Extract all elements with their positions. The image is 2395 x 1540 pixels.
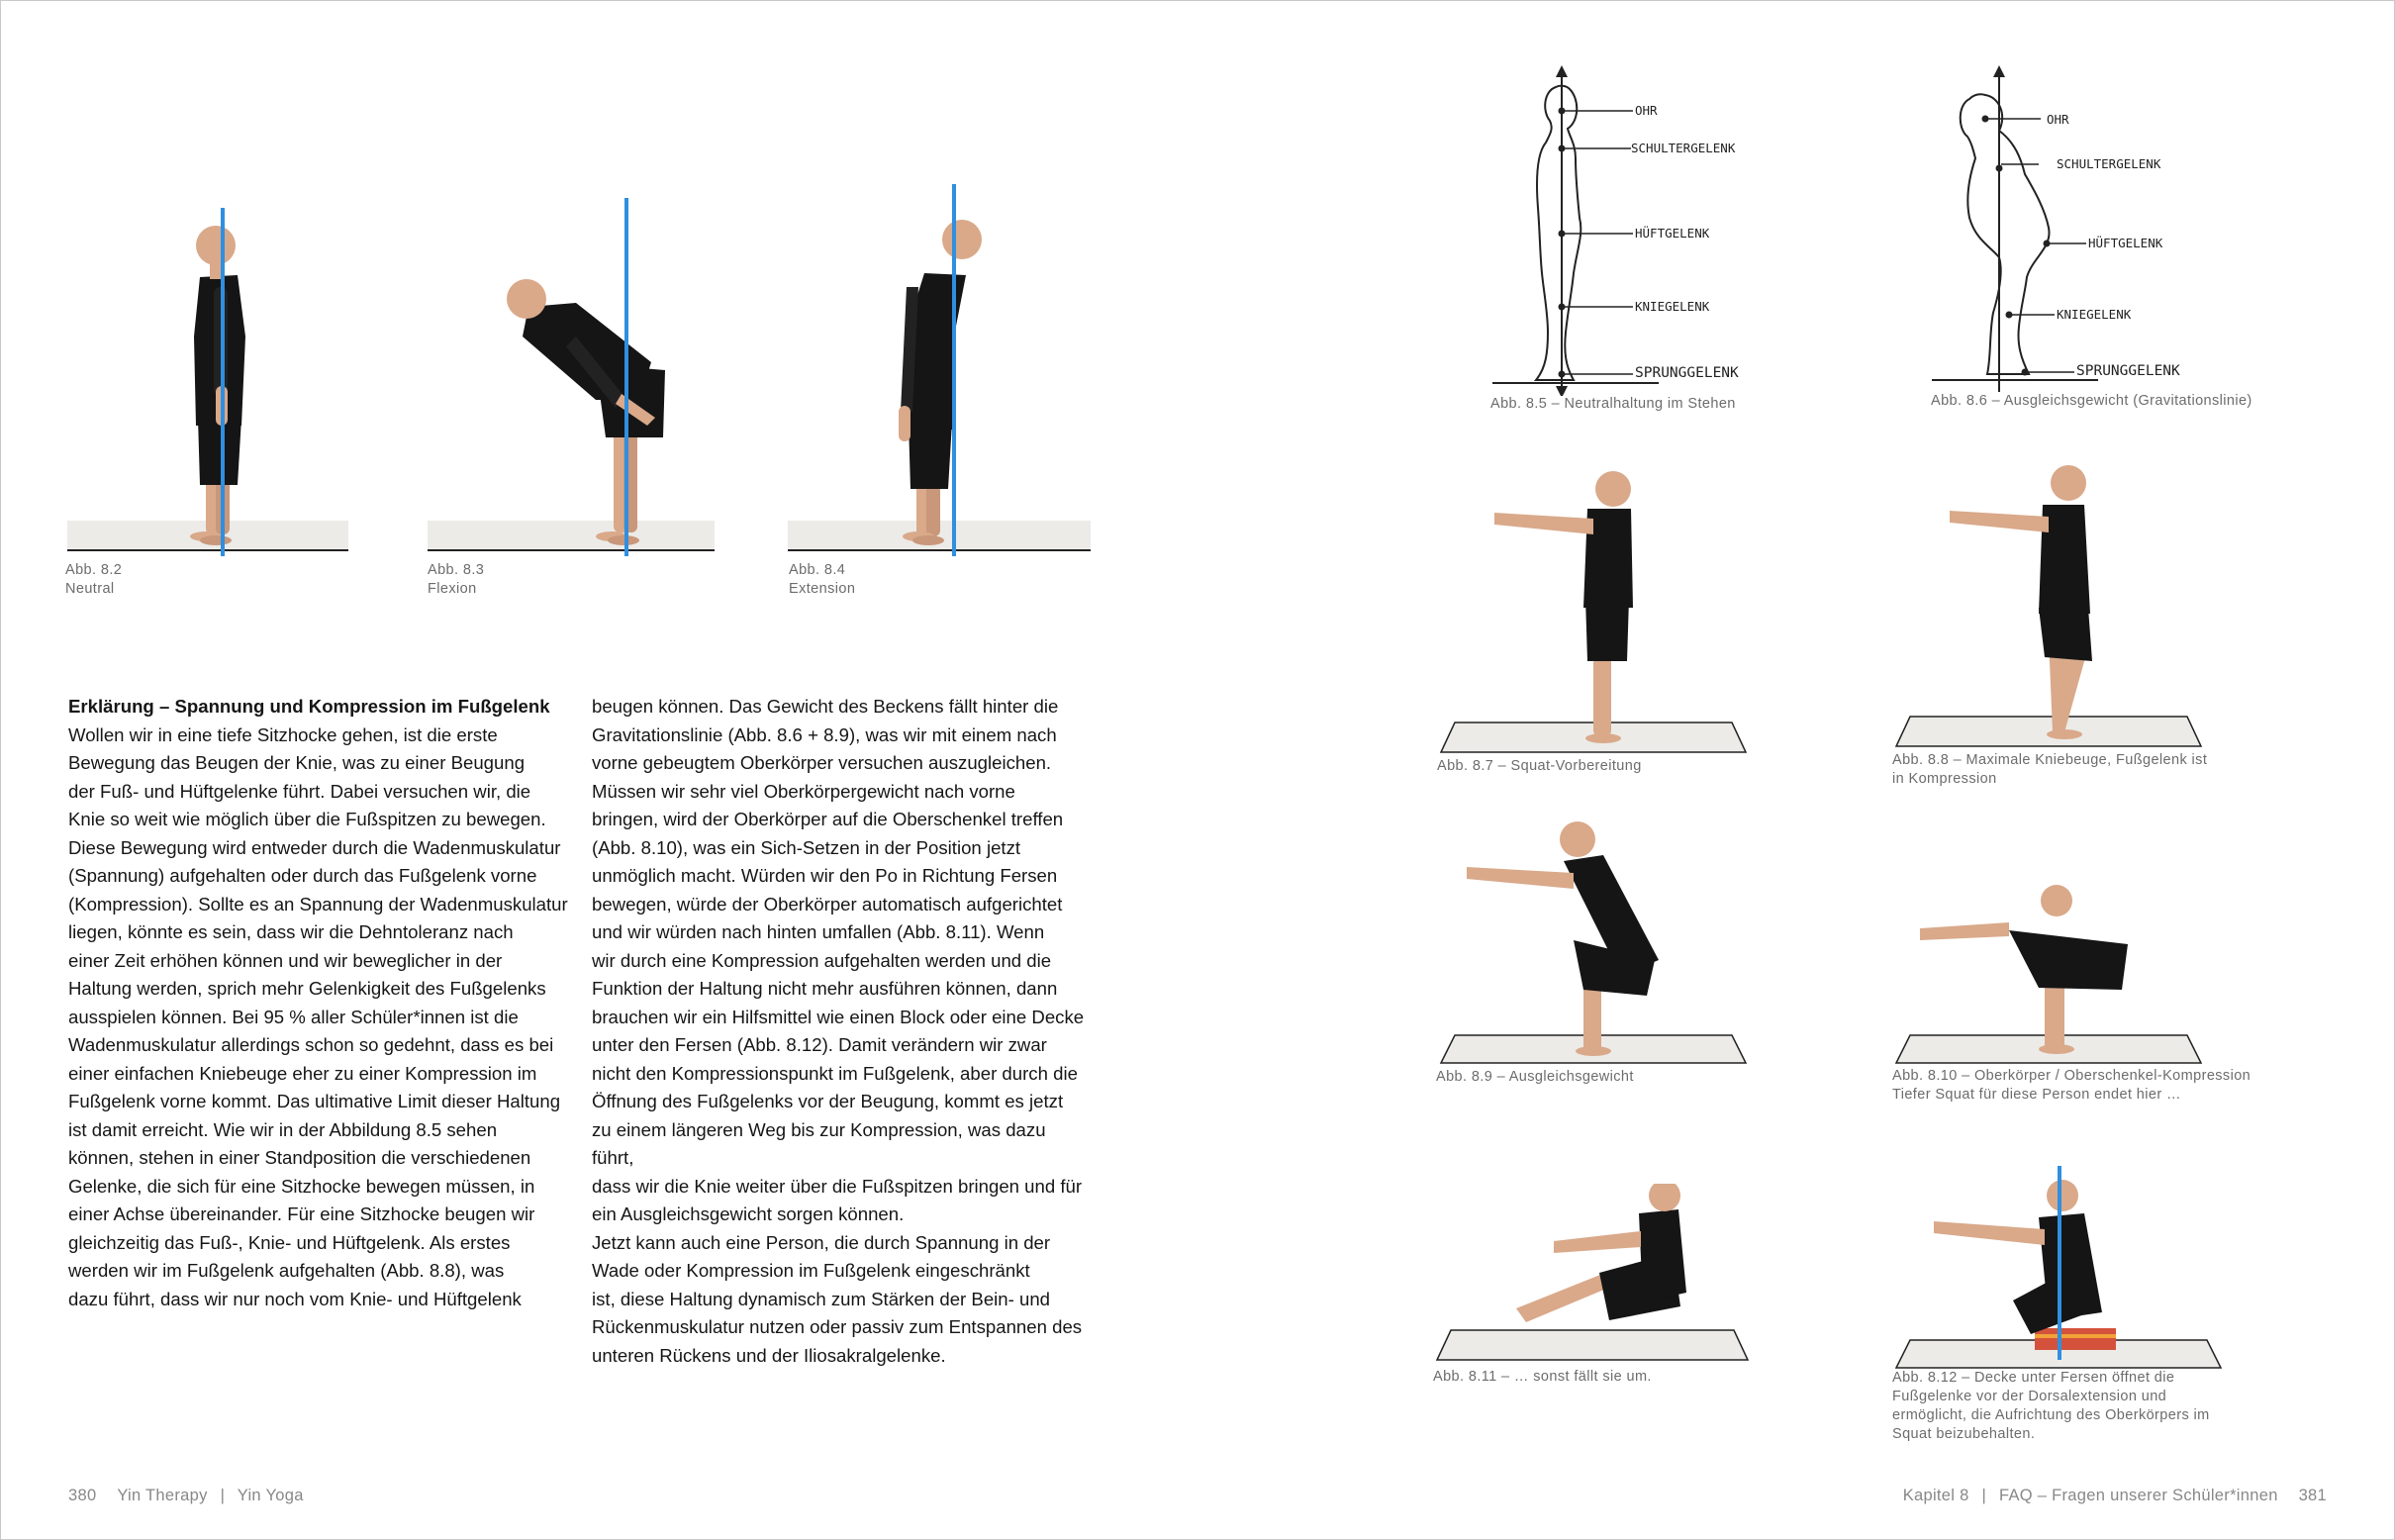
text-line: werden wir im Fußgelenk aufgehalten (Abb. 8.8), was bbox=[68, 1260, 505, 1281]
text-line: Wadenmuskulatur allerdings schon so gedehnt, dass es bei bbox=[68, 1034, 554, 1055]
photo-falling-back bbox=[1431, 1184, 1754, 1362]
text-line: gleichzeitig das Fuß-, Knie- und Hüftgelenk. Als erstes bbox=[68, 1231, 511, 1253]
caption-label: Flexion bbox=[428, 581, 477, 597]
diagram-gravity-line bbox=[1930, 59, 2237, 392]
blanket-figure bbox=[1890, 1166, 2227, 1374]
diagram-label: HÜFTGELENK bbox=[1635, 226, 1710, 241]
photo-max-knee-bend bbox=[1890, 459, 2211, 756]
diagram-neutral-stance bbox=[1485, 59, 1781, 396]
text-line: Knie so weit wie möglich über die Fußspitzen zu bewegen. bbox=[68, 809, 546, 829]
text-line: einer Zeit erhöhen können und wir beweglicher in der bbox=[68, 949, 503, 971]
caption-label: Neutral bbox=[65, 581, 115, 597]
diagram-label: OHR bbox=[1635, 103, 1658, 118]
caption-text: Tiefer Squat für diese Person endet hier … bbox=[1892, 1087, 2181, 1103]
falling-back-figure bbox=[1431, 1184, 1754, 1362]
text-line: nicht den Kompressionspunkt im Fußgelenk, aber durch die bbox=[592, 1062, 1078, 1084]
diagram-label: SPRUNGGELENK bbox=[2076, 363, 2180, 379]
caption-number: Abb. 8.2 bbox=[65, 562, 123, 578]
caption-number: Abb. 8.4 bbox=[789, 562, 846, 578]
caption-text: in Kompression bbox=[1892, 771, 1997, 787]
caption-text: Abb. 8.8 – Maximale Kniebeuge, Fußgelenk ist bbox=[1892, 752, 2208, 768]
book-title: Yin Therapy bbox=[117, 1487, 208, 1504]
caption-8-6 bbox=[1931, 392, 2252, 411]
photo-neutral bbox=[67, 188, 348, 558]
caption-label: Extension bbox=[789, 581, 856, 597]
diagram-label: SCHULTERGELENK bbox=[2057, 156, 2161, 171]
text-line: Gravitationslinie (Abb. 8.6 + 8.9), was wir mit einem nach bbox=[592, 723, 1057, 745]
footer-right: Kapitel 8 | FAQ – Fragen unserer Schüler*innen 381 bbox=[1902, 1487, 2327, 1504]
text-line: beugen können. Das Gewicht des Beckens fällt hinter die bbox=[592, 696, 1059, 717]
caption-8-10 bbox=[1892, 1067, 2251, 1105]
text-line: einer einfachen Kniebeuge eher zu einer Kompression im bbox=[68, 1062, 537, 1084]
text-line: einer Achse übereinander. Für eine Sitzhocke beugen wir bbox=[68, 1203, 535, 1224]
chapter-label: Kapitel 8 bbox=[1902, 1487, 1969, 1504]
diagram-label: KNIEGELENK bbox=[2057, 307, 2132, 322]
photo-torso-thigh-compression bbox=[1890, 871, 2211, 1065]
text-line: der Fuß- und Hüftgelenke führt. Dabei versuchen wir, die bbox=[68, 780, 531, 802]
caption-8-12 bbox=[1892, 1369, 2210, 1444]
caption-text: Squat beizubehalten. bbox=[1892, 1426, 2036, 1442]
diagram-label: OHR bbox=[2047, 112, 2069, 127]
text-line: ist, diese Haltung dynamisch zum Stärken der Bein- und bbox=[592, 1288, 1051, 1309]
text-line: ist damit erreicht. Wie wir in der Abbildung 8.5 sehen bbox=[68, 1118, 498, 1140]
caption-text: Fußgelenke vor der Dorsalextension und bbox=[1892, 1389, 2167, 1404]
gravity-line-sketch bbox=[1930, 59, 2237, 392]
footer-left: 380 Yin Therapy | Yin Yoga bbox=[68, 1487, 304, 1504]
caption-text: ermöglicht, die Aufrichtung des Oberkörpers im bbox=[1892, 1407, 2210, 1423]
text-line: unter den Fersen (Abb. 8.12). Damit verändern wir zwar bbox=[592, 1034, 1047, 1055]
text-line: vorne gebeugtem Oberkörper versuchen auszugleichen. bbox=[592, 752, 1052, 773]
text-line: ein Ausgleichsgewicht sorgen können. bbox=[592, 1203, 905, 1224]
chapter-title: FAQ – Fragen unserer Schüler*innen bbox=[1998, 1487, 2278, 1504]
squat-prep-figure bbox=[1435, 459, 1752, 756]
photo-squat-preparation bbox=[1435, 459, 1752, 756]
photo-extension bbox=[788, 178, 1091, 558]
caption-text: Abb. 8.10 – Oberkörper / Oberschenkel-Kompression bbox=[1892, 1068, 2251, 1084]
text-line: Haltung werden, sprich mehr Gelenkigkeit des Fußgelenks bbox=[68, 978, 546, 999]
text-line: ausspielen können. Bei 95 % aller Schüler*innen ist die bbox=[68, 1006, 519, 1027]
diagram-label: SPRUNGGELENK bbox=[1635, 365, 1739, 381]
neutral-stance-sketch bbox=[1485, 59, 1781, 396]
text-line: zu einem längeren Weg bis zur Kompression, was dazu führt, bbox=[592, 1118, 1046, 1168]
compression-figure bbox=[1890, 871, 2211, 1065]
diagram-label: SCHULTERGELENK bbox=[1631, 141, 1736, 155]
text-line: Diese Bewegung wird entweder durch die Wadenmuskulatur bbox=[68, 836, 561, 858]
text-line: Wade oder Kompression im Fußgelenk eingeschränkt bbox=[592, 1260, 1030, 1281]
caption-number: Abb. 8.3 bbox=[428, 562, 485, 578]
flexion-figure bbox=[428, 188, 715, 558]
text-line: Bewegung das Beugen der Knie, was zu einer Beugung bbox=[68, 752, 526, 773]
text-line: Müssen wir sehr viel Oberkörpergewicht nach vorne bbox=[592, 780, 1015, 802]
text-line: Jetzt kann auch eine Person, die durch Spannung in der bbox=[592, 1231, 1051, 1253]
balance-weight-figure bbox=[1435, 812, 1752, 1065]
text-line: liegen, könnte es sein, dass wir die Dehntoleranz nach bbox=[68, 921, 514, 942]
caption-text: Abb. 8.9 – Ausgleichsgewicht bbox=[1436, 1069, 1634, 1085]
caption-8-7 bbox=[1437, 757, 1642, 776]
diagram-label: KNIEGELENK bbox=[1635, 299, 1710, 314]
text-line: (Kompression). Sollte es an Spannung der Wadenmuskulatur bbox=[68, 893, 568, 914]
section-heading: Erklärung – Spannung und Kompression im Fußgelenk bbox=[68, 696, 550, 717]
text-line: Öffnung des Fußgelenks vor der Beugung, kommt es jetzt bbox=[592, 1091, 1064, 1111]
text-line: brauchen wir ein Hilfsmittel wie einen Block oder eine Decke bbox=[592, 1006, 1085, 1027]
text-line: Fußgelenk vorne kommt. Das ultimative Limit dieser Haltung bbox=[68, 1091, 561, 1111]
caption-8-9 bbox=[1436, 1068, 1634, 1087]
caption-text: Abb. 8.6 – Ausgleichsgewicht (Gravitationslinie) bbox=[1931, 393, 2252, 409]
extension-figure bbox=[788, 178, 1091, 558]
text-column-2 bbox=[592, 693, 1092, 1370]
caption-8-2 bbox=[65, 561, 122, 599]
neutral-figure bbox=[67, 188, 348, 558]
text-column-1 bbox=[68, 693, 568, 1313]
book-section: Yin Yoga bbox=[237, 1487, 304, 1504]
text-line: bringen, wird der Oberkörper auf die Oberschenkel treffen bbox=[592, 809, 1064, 829]
caption-8-3 bbox=[428, 561, 484, 599]
text-line: Rückenmuskulatur nutzen oder passiv zum Entspannen des bbox=[592, 1316, 1083, 1337]
text-line: wir durch eine Kompression aufgehalten werden und die bbox=[592, 949, 1052, 971]
text-line: unteren Rückens und der Iliosakralgelenke. bbox=[592, 1344, 946, 1366]
caption-8-5 bbox=[1490, 395, 1736, 414]
text-line: (Spannung) aufgehalten oder durch das Fußgelenk vorne bbox=[68, 865, 537, 886]
photo-flexion bbox=[428, 188, 715, 558]
caption-text: Abb. 8.7 – Squat-Vorbereitung bbox=[1437, 758, 1642, 774]
diagram-label: HÜFTGELENK bbox=[2088, 236, 2163, 250]
text-line: (Abb. 8.10), was ein Sich-Setzen in der Position jetzt bbox=[592, 836, 1021, 858]
text-line: Gelenke, die sich für eine Sitzhocke bewegen müssen, in bbox=[68, 1175, 535, 1197]
caption-text: Abb. 8.11 – … sonst fällt sie um. bbox=[1433, 1369, 1652, 1385]
photo-balance-weight bbox=[1435, 812, 1752, 1065]
caption-text: Abb. 8.5 – Neutralhaltung im Stehen bbox=[1490, 396, 1736, 412]
text-line: Wollen wir in eine tiefe Sitzhocke gehen, ist die erste bbox=[68, 723, 498, 745]
text-line: und wir würden nach hinten umfallen (Abb. 8.11). Wenn bbox=[592, 921, 1045, 942]
page-number-left: 380 bbox=[68, 1487, 97, 1504]
text-line: Funktion der Haltung nicht mehr ausführen können, dann bbox=[592, 978, 1058, 999]
page-number-right: 381 bbox=[2298, 1487, 2327, 1504]
caption-8-4 bbox=[789, 561, 855, 599]
caption-8-8 bbox=[1892, 751, 2207, 789]
caption-text: Abb. 8.12 – Decke unter Fersen öffnet die bbox=[1892, 1370, 2175, 1386]
max-knee-bend-figure bbox=[1890, 459, 2211, 756]
text-line: bewegen, würde der Oberkörper automatisch aufgerichtet bbox=[592, 893, 1063, 914]
text-line: dazu führt, dass wir nur noch vom Knie- und Hüftgelenk bbox=[68, 1288, 522, 1309]
text-line: dass wir die Knie weiter über die Fußspitzen bringen und für bbox=[592, 1175, 1083, 1197]
caption-8-11 bbox=[1433, 1368, 1652, 1387]
text-line: können, stehen in einer Standposition die verschiedenen bbox=[68, 1147, 531, 1168]
photo-blanket-under-heels bbox=[1890, 1166, 2227, 1374]
text-line: unmöglich macht. Würden wir den Po in Richtung Fersen bbox=[592, 865, 1058, 886]
